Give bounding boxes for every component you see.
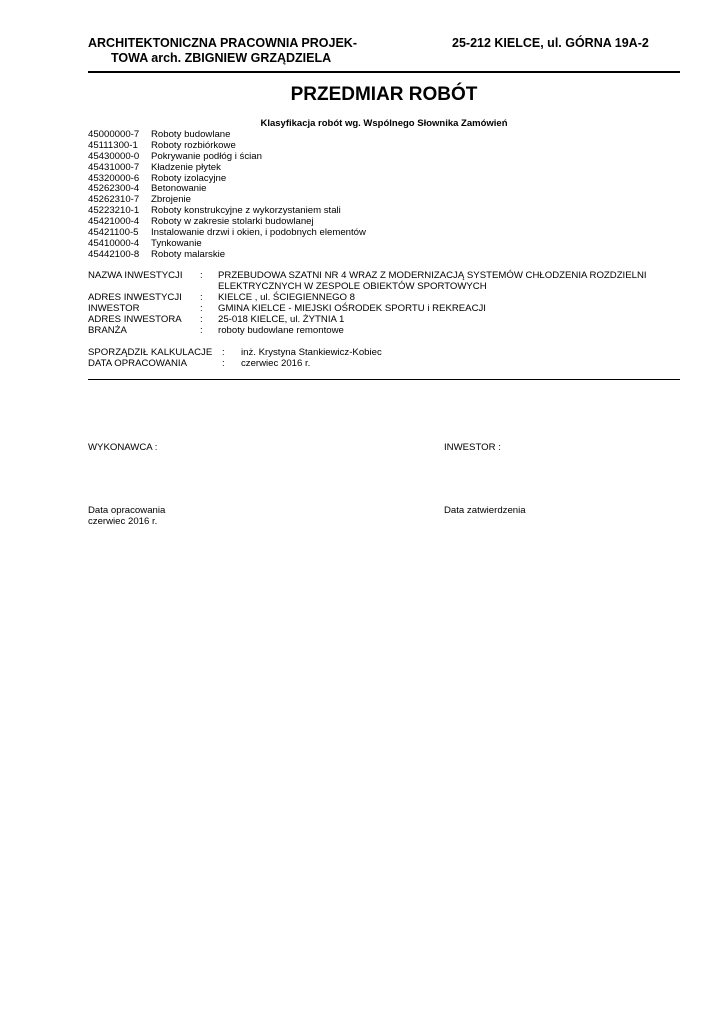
colon: : [200,313,203,325]
office-name-line2: TOWA arch. ZBIGNIEW GRZĄDZIELA [111,51,332,65]
investor-sign-label: INWESTOR : [444,442,501,453]
cpv-code: 45320000-6 [88,172,140,184]
cpv-name: Pokrywanie podłóg i ścian [151,150,262,162]
cpv-name: Instalowanie drzwi i okien, i podobnych elementów [151,227,366,239]
cpv-code: 45431000-7 [88,161,140,173]
cpv-code: 45262310-7 [88,194,140,206]
investor-address-row [88,315,688,326]
cpv-name: Roboty rozbiórkowe [151,139,236,151]
cpv-code: 45000000-7 [88,129,140,140]
cpv-code: 45421000-4 [88,216,140,228]
investor-row [88,304,688,315]
cpv-list [88,130,366,261]
cpv-name: Roboty w zakresie stolarki budowlanej [151,216,314,228]
page-title: PRZEDMIAR ROBÓT [290,84,478,105]
prepared-by-value: inż. Krystyna Stankiewicz-Kobiec [241,347,382,358]
cpv-code: 45262300-4 [88,183,140,195]
investor-address-value: 25-018 KIELCE, ul. ŻYTNIA 1 [218,313,345,325]
prepared-by-label: SPORZĄDZIŁ KALKULACJE [88,347,213,358]
classification-title: Klasyfikacja robót wg. Wspólnego Słownika Zamówień [260,118,508,129]
cpv-name: Roboty konstrukcyjne z wykorzystaniem stali [151,205,341,217]
investment-address-value: KIELCE , ul. ŚCIEGIENNEGO 8 [218,291,356,303]
cpv-code: 45430000-0 [88,150,140,162]
cpv-row [88,163,366,174]
investment-info [88,271,688,336]
calculation-info [88,348,382,370]
cpv-code: 45410000-4 [88,237,140,249]
office-address: 25-212 KIELCE, ul. GÓRNA 19A-2 [452,36,649,50]
investment-name-label: NAZWA INWESTYCJI [88,270,183,281]
prep-date-sign-label: Data opracowania [88,505,166,516]
investor-label: INWESTOR [88,302,140,314]
cpv-name: Betonowanie [151,183,207,195]
investment-name-value [218,271,688,293]
cpv-code: 45442100-8 [88,248,140,260]
investment-name-value-line2: ELEKTRYCZNYCH W ZESPOLE OBIEKTÓW SPORTOWYCH [218,280,487,292]
approval-date-label: Data zatwierdzenia [444,505,526,516]
cpv-row [88,250,366,261]
colon: : [200,291,203,303]
office-name-line1: ARCHITEKTONICZNA PRACOWNIA PROJEK- [88,36,357,50]
colon: : [200,324,203,336]
colon: : [200,302,203,314]
colon: : [222,347,225,358]
branch-row [88,326,688,337]
header-rule [88,71,680,73]
section-rule [88,379,680,380]
cpv-name: Zbrojenie [151,194,191,206]
investment-address-label: ADRES INWESTYCJI [88,291,182,303]
cpv-code: 45111300-1 [88,139,138,151]
cpv-code: 45421100-5 [88,227,139,239]
cpv-name: Roboty budowlane [151,129,231,140]
investor-address-label: ADRES INWESTORA [88,313,182,325]
investment-name-value-line1: PRZEBUDOWA SZATNI NR 4 WRAZ Z MODERNIZACJĄ SYSTEMÓW CHŁODZENIA ROZDZIELNI [218,270,647,281]
branch-label: BRANŻA [88,324,127,336]
cpv-name: Roboty izolacyjne [151,172,227,184]
contractor-label: WYKONAWCA : [88,442,158,453]
prep-date-sign-value: czerwiec 2016 r. [88,516,158,527]
colon: : [222,357,225,369]
cpv-name: Roboty malarskie [151,248,226,260]
cpv-code: 45223210-1 [88,205,140,217]
investment-name-row [88,271,688,293]
cpv-name: Tynkowanie [151,237,202,249]
prep-date-label: DATA OPRACOWANIA [88,357,187,369]
colon: : [200,270,203,281]
prep-date-row [88,359,382,370]
investor-value: GMINA KIELCE - MIEJSKI OŚRODEK SPORTU i REKREACJI [218,302,486,314]
branch-value: roboty budowlane remontowe [218,324,344,336]
cpv-name: Kładzenie płytek [151,161,221,173]
prep-date-value: czerwiec 2016 r. [241,357,311,369]
